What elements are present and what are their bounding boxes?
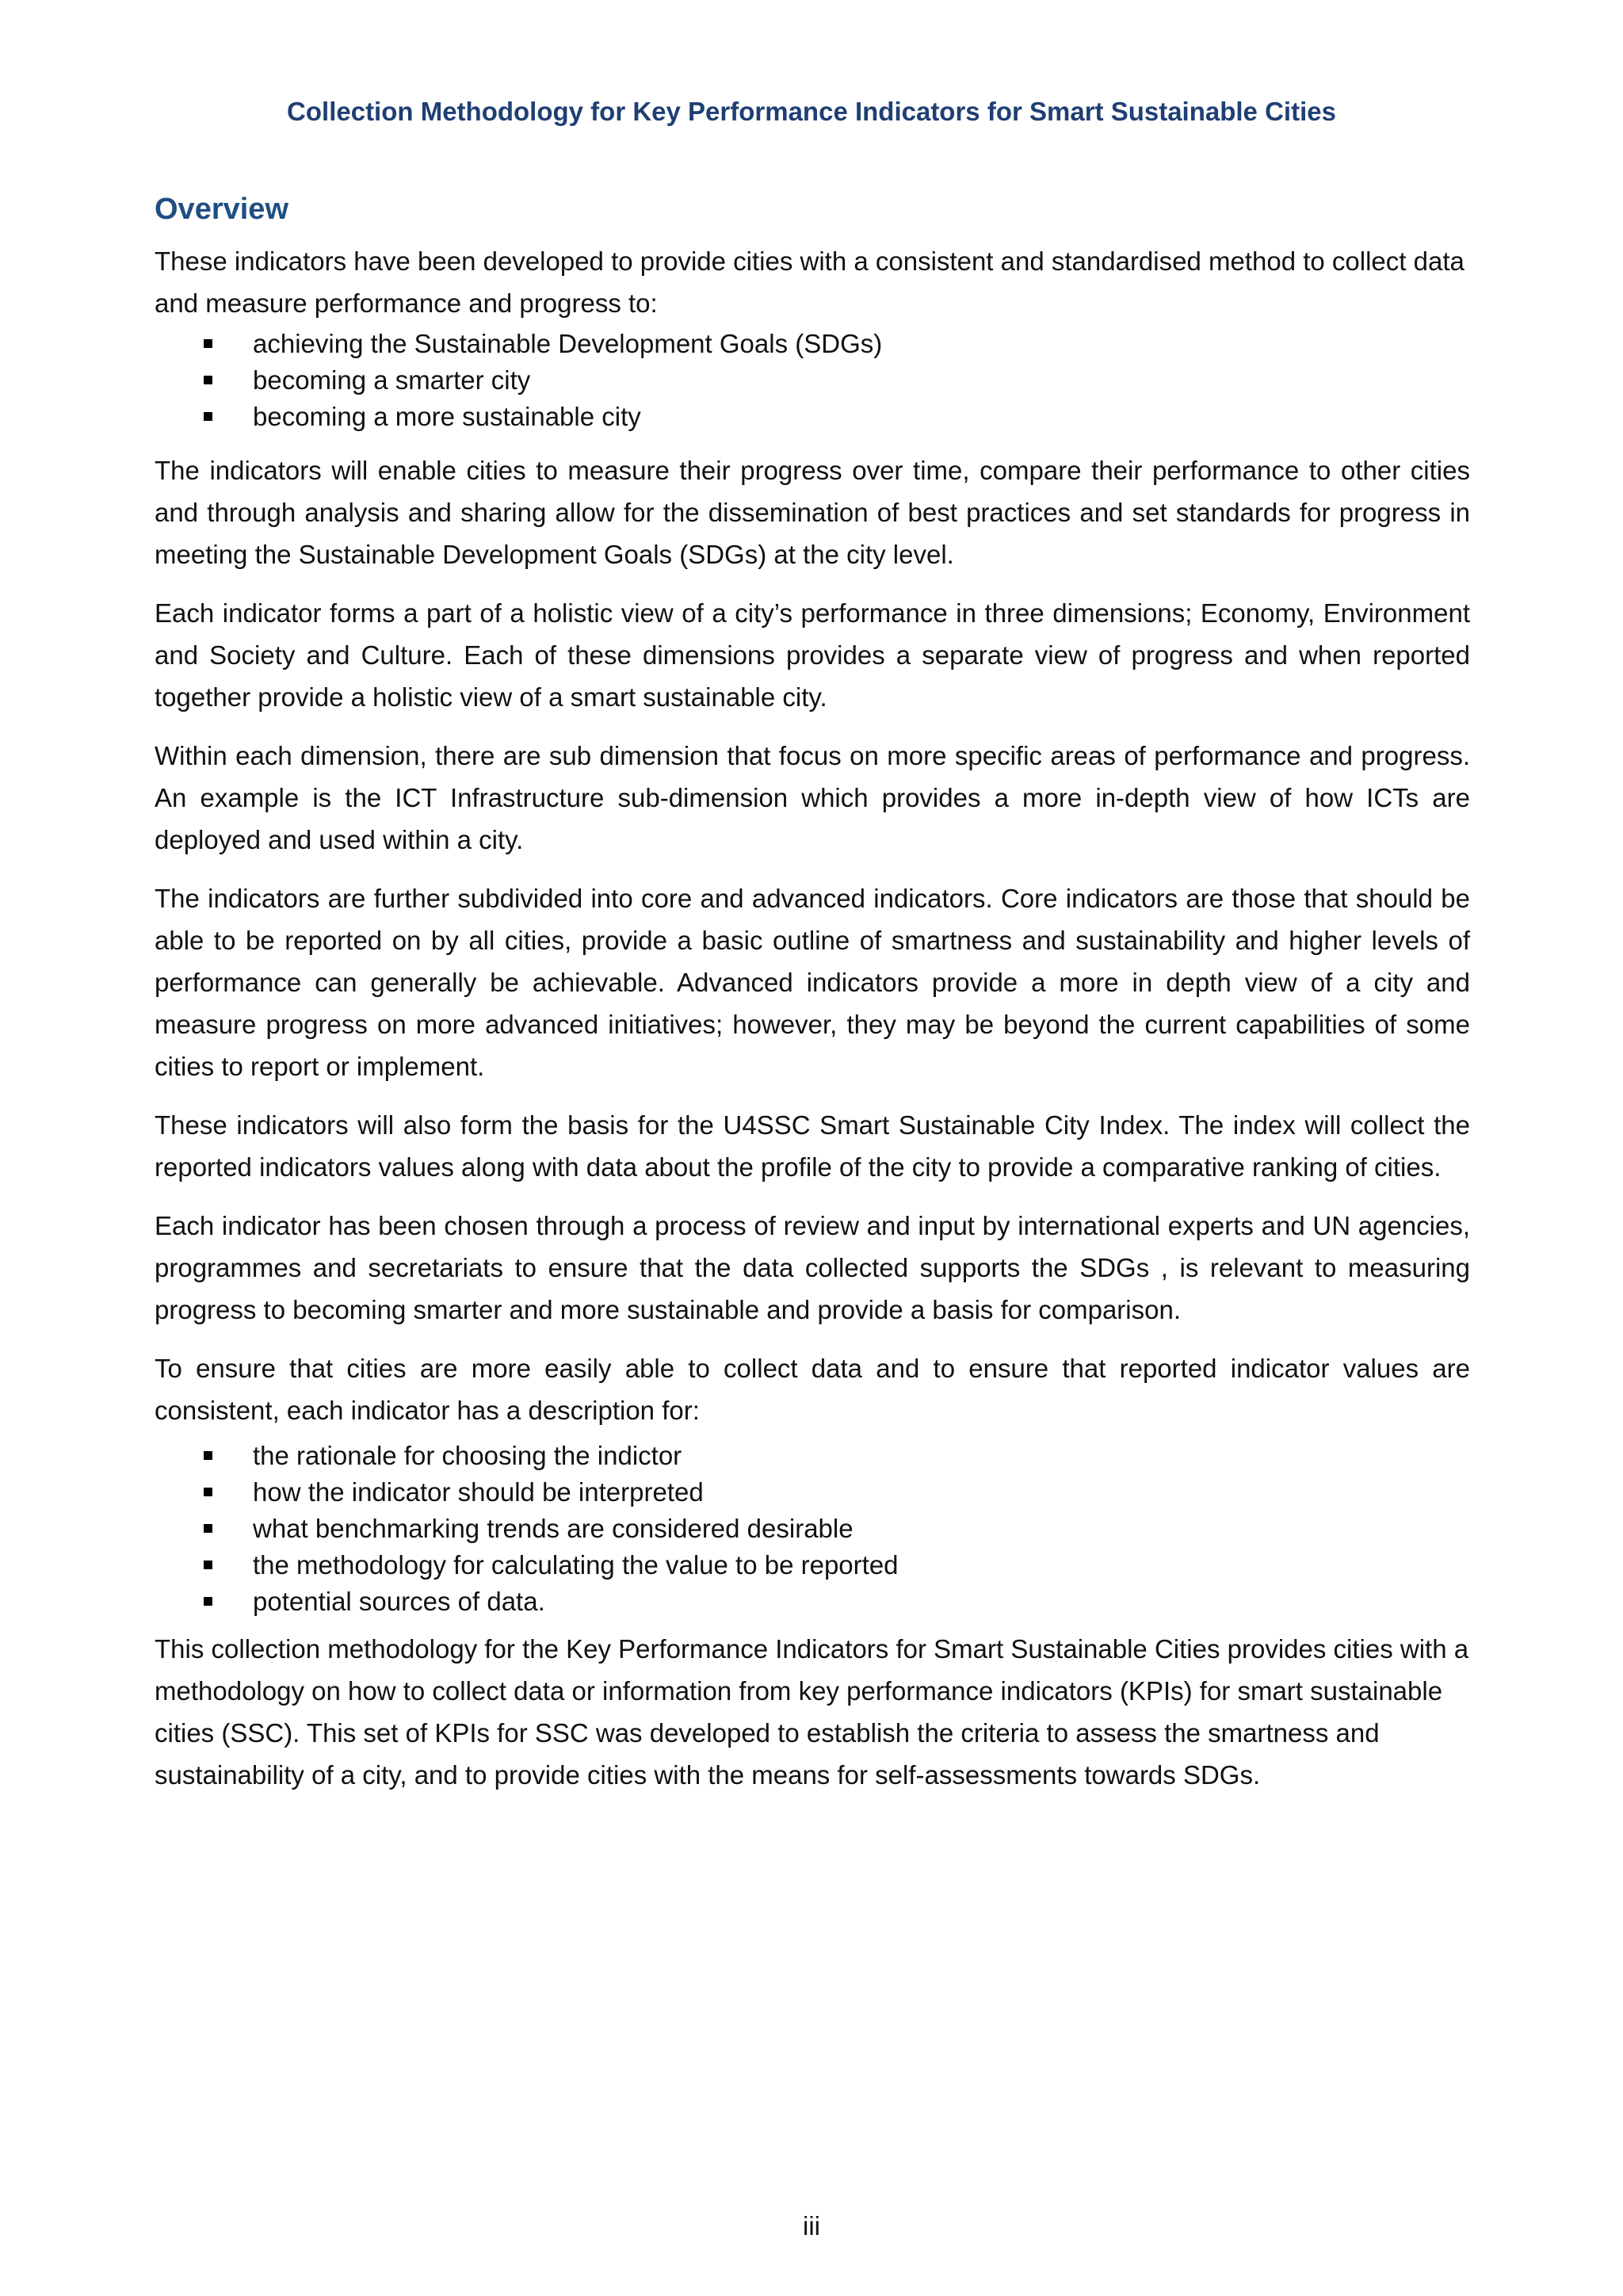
square-bullet-icon	[204, 1488, 212, 1496]
bullet-text: achieving the Sustainable Development Goals (SDGs)	[253, 329, 883, 359]
bullet-item	[204, 1511, 1470, 1547]
paragraph-dimensions: Each indicator forms a part of a holistic view of a city’s performance in three dimensions; Economy, Environment and Society and Culture. Each of these dimensions provides a separate view of progress and when reported together provide a holistic view of a smart sustainable city.	[155, 598, 1470, 712]
bullet-text: the methodology for calculating the value to be reported	[253, 1550, 899, 1580]
paragraph-measure-progress: The indicators will enable cities to measure their progress over time, compare their performance to other cities and through analysis and sharing allow for the dissemination of best practices and set standards for progress in meeting the Sustainable Development Goals (SDGs) at the city level.	[155, 456, 1470, 570]
descriptions-bullet-list	[155, 1438, 1470, 1620]
square-bullet-icon	[204, 339, 212, 348]
bullet-text: the rationale for choosing the indictor	[253, 1441, 682, 1471]
square-bullet-icon	[204, 1561, 212, 1569]
square-bullet-icon	[204, 412, 212, 421]
square-bullet-icon	[204, 1451, 212, 1460]
bullet-text: becoming a more sustainable city	[253, 402, 641, 432]
bullet-item	[204, 1547, 1470, 1584]
page-number: iii	[803, 2211, 820, 2241]
bullet-item	[204, 399, 1470, 435]
bullet-item	[204, 362, 1470, 399]
paragraph-review-process: Each indicator has been chosen through a process of review and input by international experts and UN agencies, programmes and secretariats to ensure that the data collected supports the SDGs , is relevant to measuring progress to becoming smarter and more sustainable and provide a basis for comparison.	[155, 1211, 1470, 1325]
paragraph-sub-dimensions: Within each dimension, there are sub dimension that focus on more specific areas of performance and progress. An example is the ICT Infrastructure sub-dimension which provides a more in-depth view of how ICTs are deployed and used within a city.	[155, 741, 1470, 855]
bullet-item	[204, 1584, 1470, 1620]
section-heading-overview: Overview	[155, 193, 288, 226]
page-body	[155, 190, 1470, 1813]
paragraph-closing: This collection methodology for the Key Performance Indicators for Smart Sustainable Cities provides cities with a methodology on how to collect data or information from key performance indicators (KPIs) for smart sustainable cities (SSC). This set of KPIs for SSC was developed to establish the criteria to assess the smartness and sustainability of a city, and to provide cities with the means for self-assessments towards SDGs.	[155, 1634, 1469, 1790]
square-bullet-icon	[204, 1597, 212, 1606]
square-bullet-icon	[204, 1524, 212, 1533]
bullet-item	[204, 1438, 1470, 1474]
paragraph-consistency: To ensure that cities are more easily able to collect data and to ensure that reported indicator values are consistent, each indicator has a description for:	[155, 1354, 1470, 1426]
paragraph-intro: These indicators have been developed to provide cities with a consistent and standardised method to collect data and measure performance and progress to:	[155, 246, 1465, 319]
running-header-title: Collection Methodology for Key Performance Indicators for Smart Sustainable Cities	[287, 97, 1336, 126]
bullet-text: how the indicator should be interpreted	[253, 1477, 704, 1507]
goals-bullet-list	[155, 326, 1470, 435]
bullet-text: what benchmarking trends are considered desirable	[253, 1514, 854, 1544]
bullet-item	[204, 1474, 1470, 1511]
bullet-text: potential sources of data.	[253, 1587, 545, 1617]
square-bullet-icon	[204, 376, 212, 384]
paragraph-core-advanced: The indicators are further subdivided into core and advanced indicators. Core indicators are those that should be able to be reported on by all cities, provide a basic outline of smartness and sustainability and higher levels of performance can generally be achievable. Advanced indicators provide a more in depth view of a city and measure progress on more advanced initiatives; however, they may be beyond the current capabilities of some cities to report or implement.	[155, 884, 1470, 1082]
bullet-item	[204, 326, 1470, 362]
bullet-text: becoming a smarter city	[253, 365, 531, 395]
paragraph-u4ssc-index: These indicators will also form the basis for the U4SSC Smart Sustainable City Index. The index will collect the reported indicators values along with data about the profile of the city to provide a comparative ranking of cities.	[155, 1110, 1470, 1182]
